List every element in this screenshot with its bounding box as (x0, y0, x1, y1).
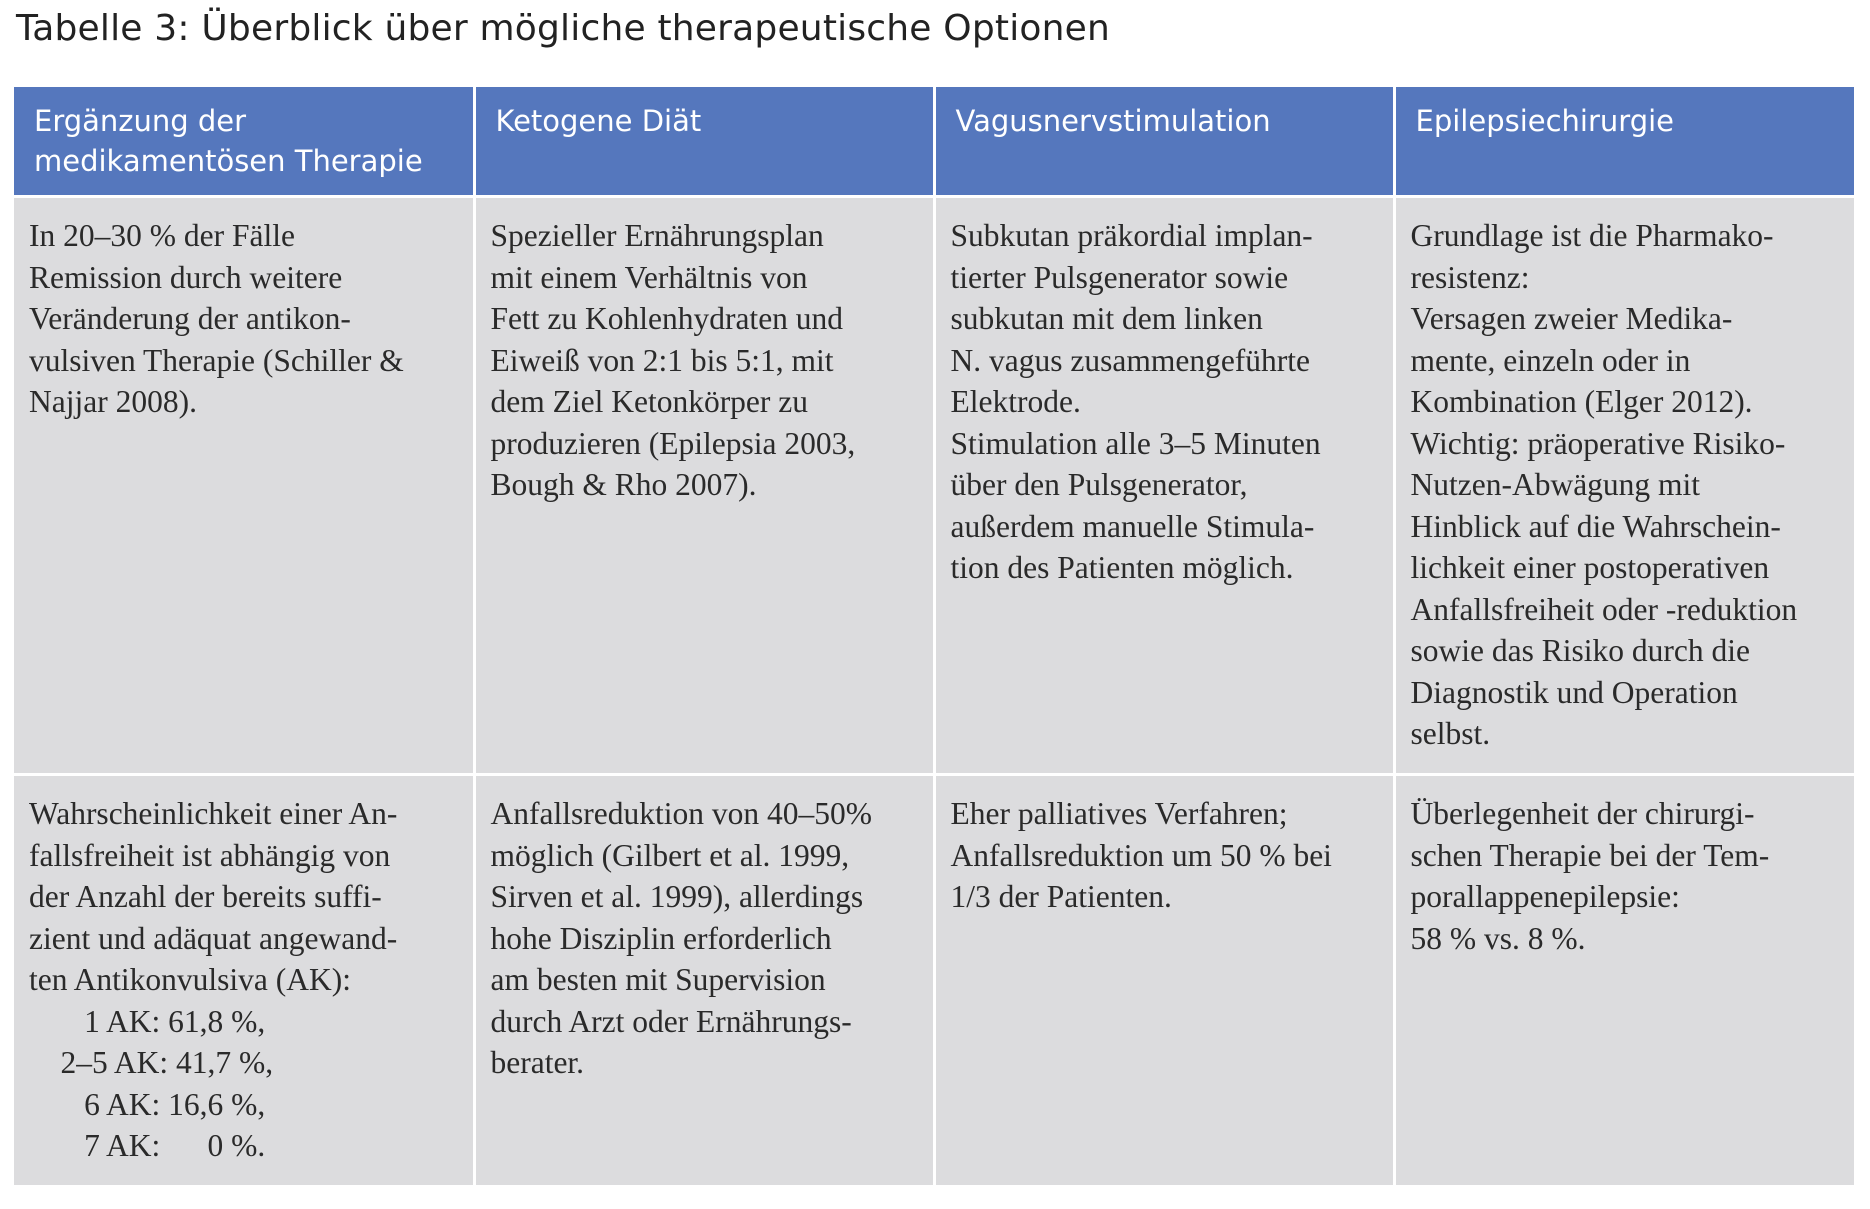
cell-line: subkutan mit dem linken (950, 301, 1263, 336)
cell-line: Stimulation alle 3–5 Minuten (950, 425, 1321, 461)
cell-line: berater. (490, 1045, 585, 1080)
cell-line: tierter Pulsgenerator sowie (950, 259, 1289, 295)
cell-line: dem Ziel Ketonkörper zu (490, 384, 809, 419)
cell-line: sowie das Risiko durch die (1410, 633, 1750, 668)
cell-line: möglich (Gilbert et al. 1999, (490, 837, 850, 873)
cell-line: porallappenepilepsie: (1410, 879, 1680, 914)
cell-line: Elektrode. (950, 384, 1081, 419)
cell-line: tion des Patienten möglich. (950, 550, 1294, 585)
cell-line: Subkutan präkordial implan- (950, 218, 1313, 253)
cell-line: am besten mit Supervision (490, 962, 826, 997)
table-caption: Tabelle 3: Überblick über mögliche therapeutische Optionen (16, 8, 1111, 49)
header-line: medikamentösen Therapie (34, 144, 423, 178)
cell-line: lichkeit einer postoperativen (1410, 550, 1770, 585)
cell-line: 1/3 der Patienten. (950, 879, 1172, 914)
therapy-options-table (14, 87, 1854, 1185)
cell-line: schen Therapie bei der Tem- (1410, 837, 1770, 873)
cell-line: vulsiven Therapie (Schiller & (29, 342, 404, 378)
header-medication (14, 87, 474, 197)
cell-line: In 20–30 % der Fälle (29, 218, 295, 253)
cell-line: Anfallsreduktion um 50 % bei (950, 837, 1332, 873)
cell-line: Remission durch weitere (29, 259, 343, 295)
cell-line: Kombination (Elger 2012). (1410, 384, 1753, 419)
cell-line: zient und adäquat angewand- (29, 920, 398, 956)
cell-line: Eher palliatives Verfahren; (950, 796, 1288, 831)
cell-line: N. vagus zusammengeführte (950, 342, 1311, 378)
ak-list-item: 7 AK: 0 %. (29, 1128, 266, 1163)
cell-line: über den Pulsgenerator, (950, 467, 1248, 502)
header-vagus-nerve-stimulation (934, 87, 1394, 197)
table-cell (1394, 197, 1854, 775)
cell-line: Anfallsreduktion von 40–50% (490, 796, 872, 831)
header-row (14, 87, 1854, 197)
table-cell (14, 775, 474, 1185)
cell-line: der Anzahl der bereits suffi- (29, 879, 382, 914)
cell-line: selbst. (1410, 716, 1491, 751)
table-cell (934, 197, 1394, 775)
cell-line: Wichtig: präoperative Risiko- (1410, 425, 1786, 461)
cell-line: Anfallsfreiheit oder -reduktion (1410, 591, 1798, 627)
ak-list-item: 2–5 AK: 41,7 %, (29, 1045, 274, 1080)
cell-line: Spezieller Ernährungsplan (490, 218, 824, 253)
header-line: Epilepsiechirurgie (1415, 104, 1675, 138)
table-cell (474, 775, 934, 1185)
cell-line: mit einem Verhältnis von (490, 259, 808, 295)
cell-line: Nutzen-Abwägung mit (1410, 467, 1701, 502)
cell-line: Hinblick auf die Wahrschein- (1410, 508, 1781, 544)
table-cell (474, 197, 934, 775)
cell-line: Überlegenheit der chirurgi- (1410, 796, 1755, 831)
ak-list-item: 6 AK: 16,6 %, (29, 1086, 266, 1122)
cell-line: mente, einzeln oder in (1410, 342, 1691, 378)
cell-line: Sirven et al. 1999), allerdings (490, 879, 864, 914)
table-row (14, 775, 1854, 1185)
cell-line: 58 % vs. 8 %. (1410, 920, 1586, 956)
ak-list-item: 1 AK: 61,8 %, (29, 1003, 266, 1039)
header-epilepsy-surgery (1394, 87, 1854, 197)
cell-line: resistenz: (1410, 259, 1530, 295)
cell-line: fallsfreiheit ist abhängig von (29, 837, 391, 873)
cell-line: Bough & Rho 2007). (490, 467, 757, 502)
table-cell (1394, 775, 1854, 1185)
cell-line: Versagen zweier Medika- (1410, 301, 1733, 336)
header-line: Vagusnervstimulation (955, 104, 1271, 138)
cell-line: Eiweiß von 2:1 bis 5:1, mit (490, 342, 834, 378)
table-row (14, 197, 1854, 775)
cell-line: Wahrscheinlichkeit einer An- (29, 796, 398, 831)
cell-line: außerdem manuelle Stimula- (950, 508, 1315, 544)
cell-line: Diagnostik und Operation (1410, 674, 1738, 710)
cell-line: produzieren (Epilepsia 2003, (490, 425, 856, 461)
cell-line: hohe Disziplin erforderlich (490, 920, 832, 956)
header-line: Ketogene Diät (495, 104, 702, 138)
cell-line: Najjar 2008). (29, 384, 197, 419)
header-line: Ergänzung der (34, 104, 247, 138)
cell-line: Veränderung der antikon- (29, 301, 351, 336)
cell-line: ten Antikonvulsiva (AK): (29, 962, 351, 997)
table-cell (934, 775, 1394, 1185)
table-cell (14, 197, 474, 775)
cell-line: Grundlage ist die Pharmako- (1410, 218, 1774, 253)
cell-line: durch Arzt oder Ernährungs- (490, 1003, 852, 1039)
cell-line: Fett zu Kohlenhydraten und (490, 301, 844, 336)
header-ketogenic-diet (474, 87, 934, 197)
